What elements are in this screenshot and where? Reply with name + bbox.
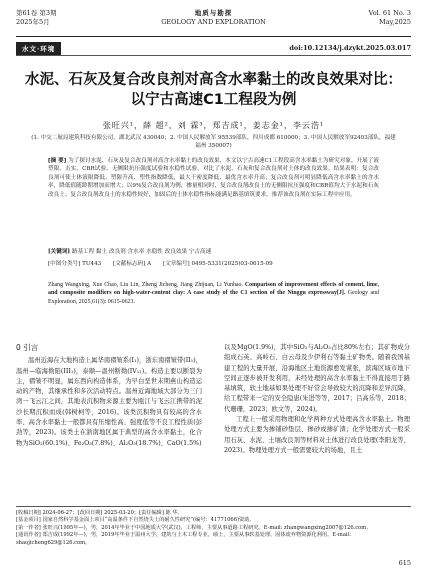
keywords-text: 路基工程 黏土 改良剂 含水率 水稳性 改良效果 宁古高速 bbox=[71, 249, 212, 255]
citation-journal: Geology and Exploration, 2025,61(3): 0615-0623. bbox=[48, 290, 379, 305]
doi[interactable]: doi:10.12134/j.dzykt.2025.03.017 bbox=[289, 44, 411, 52]
body-paragraph: 工程上一般采用物理和化学两种方式处理高含水率黏土。物理处理方式主要为掺铺砂垫层、掺砂或掺矿渣；化学处理方式一般采用石灰、水泥、土壤改良剂等材料对土体进行改良处理(李阳龙等，2023)。物理处理方式一般需要较大的场地，且土 bbox=[224, 416, 410, 454]
body-column-left bbox=[16, 343, 202, 449]
footnotes bbox=[16, 510, 411, 547]
body-paragraph: 以及MgO(1.9%)，其中SiO₂与Al₂O₃占比80%左右；其矿物成分组成石英、高岭石、白云母及少伊利石等黏土矿物类。随着我国基建工程的大量开展，沿海地区土地资源愈发紧张，滨海区域市地下空间正逐步被开发利用，未经处理的高含水率黏土不得直接用于路基填筑，软土地基如果处理不好常会导致较大的沉降和差异沉降，给工程带来一定的安全隐患(朱进等等，2017；吕高乐等，2018；代珊珊，2023；欧文等，2024)。 bbox=[224, 344, 410, 413]
header-volume-en bbox=[369, 9, 411, 26]
journal-name bbox=[16, 9, 411, 26]
classification-line bbox=[48, 260, 379, 268]
section-tag: 水文·环境 bbox=[16, 42, 61, 55]
article-number: [文章编号] 0495-5331(2025)03-0615-09 bbox=[162, 261, 273, 267]
document-code: [文献标志码] A bbox=[113, 261, 152, 267]
volume-issue-en: Vol. 61 No. 3 bbox=[368, 9, 411, 17]
doi-rule bbox=[16, 55, 411, 56]
body-paragraph: 温州近海在大地构造上属华南褶皱系(I₁)，浙东南褶皱带(II₁)，温州—临海拗陷(III₁)，泰顺—温州断拗(IV₁₁)。构造主要以断裂为主，褶皱不明显，属东西向构造体系，为早白垩世末期燕山构造运动的产物，其继承性和多次活动特点。温州近海地域大部分为三门湾一飞云江之间，其地表沉积物来源主要为瓯江与飞云江携带的泥沙长期沉积而成(韩树柯等，2016)。该类沉积物具有较高的含水率、高含水率黏土一般都具有压缩性高、强度低等不良工程性质(彭劲等，2023)。该类土在浙南地区属于典型的高含水率黏土，化合物为SiO₂(60.1%)、Fe₂O₃(7.8%)、Al₂O₃(18.7%)、CaO(1.5%) bbox=[16, 357, 202, 447]
journal-name-en: GEOLOGY AND EXPLORATION bbox=[161, 17, 266, 26]
english-citation bbox=[48, 281, 379, 306]
journal-name-cn: 地质与勘探 bbox=[194, 9, 233, 17]
footnote-corresponding: [通讯作者] 郑吉成(1992年—)，男，2019年毕业于温州大学，建筑与土木工程专业，硕士，主要从事软基处理、固体废弃物资源化利用。E-mail: shaojicheng629@126.com。 bbox=[16, 532, 351, 546]
keywords bbox=[48, 248, 379, 256]
footnote-received: [收稿日期] 2024-06-27；[改回日期] 2025-03-20；[责任编辑] 陈 华。 bbox=[16, 510, 183, 516]
abstract-label: [摘 要] bbox=[48, 158, 67, 164]
header-rule bbox=[16, 36, 411, 37]
footnote-first-author: [第一作者] 张旺兴(1995年—)，男，2014年毕业于中国地质大学(武汉)，工程师，主要从事道路工程研究。E-mail: zhangwangxing2007@126.com。 bbox=[16, 524, 372, 531]
citation-title: Comparison of improvement effects of cement, lime, and composite modifiers on high-water-content clay: A case study of the C1 section of the Ninggu expressway[J]. bbox=[48, 282, 379, 297]
affiliations: (1. 中交二航局建筑科技有限公司，湖北武汉 430040；2. 中国人民解放军 95539部队，四川成都 610000；3. 中国人民解放军92403部队，福建福州 350007) bbox=[31, 135, 396, 149]
body-column-right bbox=[224, 343, 410, 456]
article-title: 水泥、石灰及复合改良剂对高含水率黏土的改良效果对比：以宁古高速C1工程段为例 bbox=[25, 72, 402, 108]
keywords-label: [关键词] bbox=[48, 249, 71, 255]
volume-issue-cn: 第61卷 第3期 bbox=[16, 9, 57, 17]
citation-authors: Zhang Wangxing, Xue Chao, Liu Lin, Zheng Jicheng, Jiang Zhijuan, Li Yunhao. bbox=[48, 282, 243, 288]
clc-number: [中图分类号] TU443 bbox=[48, 261, 102, 267]
abstract-text: 为了探讨水泥、石灰及复合改良剂对高含水率黏土的改良效果，本文以宁古高速C1工程段高含水率黏土为研究对象，开展了液塑限、击实、CBR试验、无侧限抗压强度试验和水稳性试验，对比了水泥、石灰和复合改良剂对土体的改良效果。结果表明：复合改良剂可使土体液限降低、塑限升高、塑性指数降低，最大干密度降低、最优含水率升高；复合改良剂可明显降低高含水率黏土的含水率，降低值随龄期增加而增大；以9%复合改良剂为例，掺量相同时，复合改良剂改良土的无侧限抗压强度和CBR值均大于水泥和石灰改良土；复合改良剂改良土的水稳性较好，加固后的土体水稳性指标能满足路基填筑要求，推荐该改良剂在实际工程中应用。 bbox=[48, 158, 380, 198]
section-heading: 0 引言 bbox=[16, 343, 39, 352]
running-header bbox=[16, 9, 411, 35]
footnote-rule bbox=[16, 506, 411, 507]
date-cn: 2025年5月 bbox=[16, 17, 50, 26]
abstract bbox=[48, 157, 379, 199]
footnote-fund: [基金项目] 国家自然科学基金面上项目“高温条件下自然烧失土的耐久性研究”(编号：41771066)资助。 bbox=[16, 517, 255, 524]
page-number: 615 bbox=[398, 559, 411, 567]
date-en: May,2025 bbox=[379, 17, 411, 26]
author-list: 张旺兴¹，薛 超²，刘 霖³，郑吉成¹，姜志金¹，李云浩¹ bbox=[102, 121, 325, 130]
